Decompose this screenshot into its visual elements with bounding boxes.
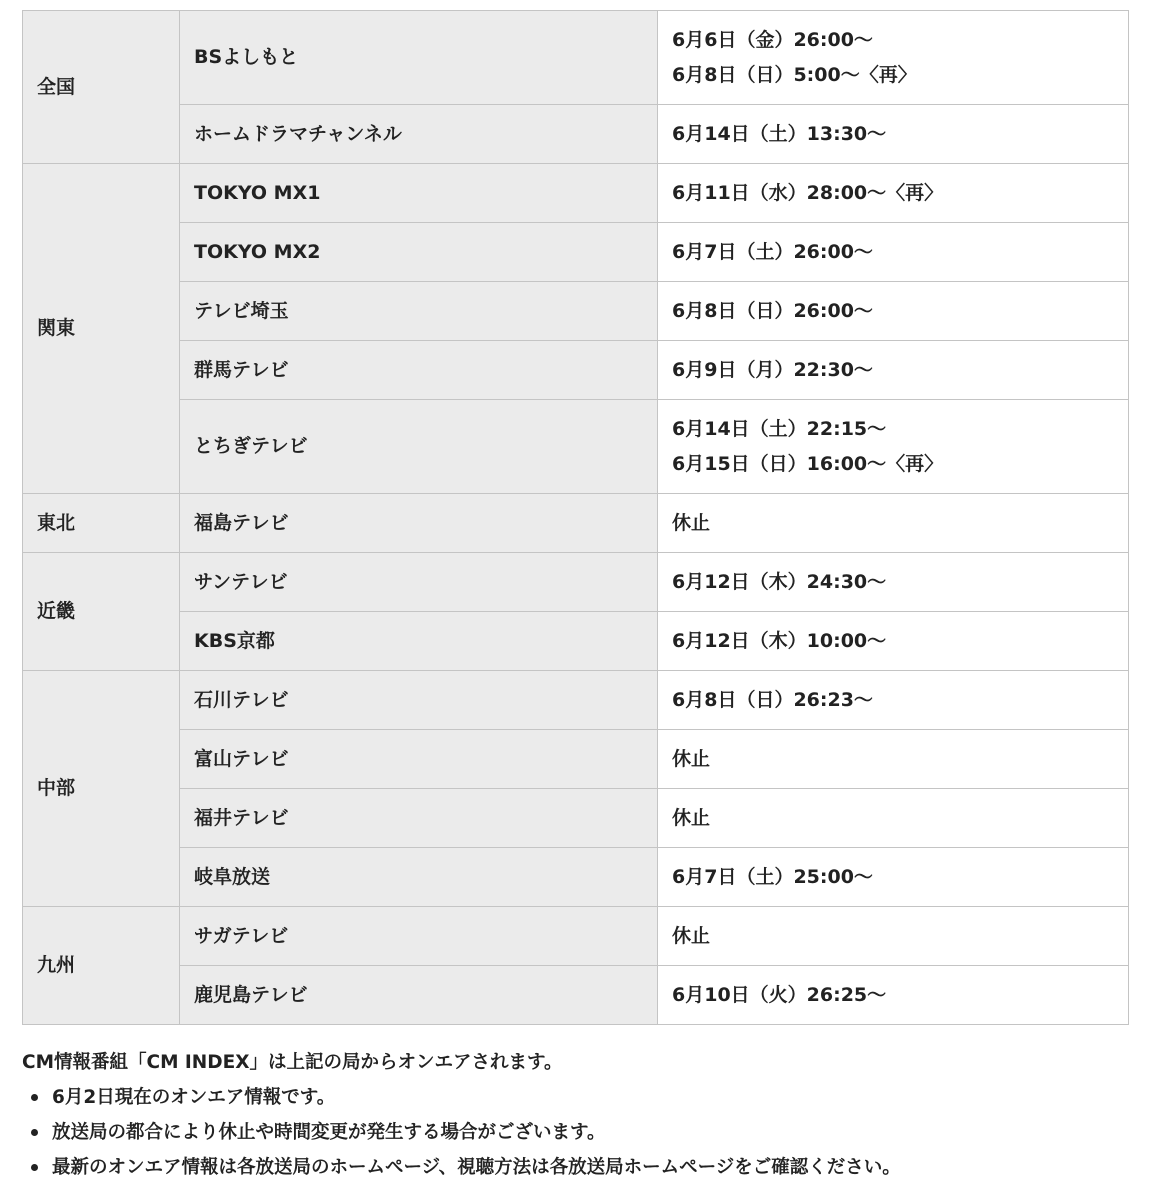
station-cell: とちぎテレビ xyxy=(180,400,658,494)
airtime-cell: 6月11日（水）28:00〜〈再〉 xyxy=(658,164,1129,223)
station-cell: KBS京都 xyxy=(180,612,658,671)
bullet-icon xyxy=(31,1129,38,1136)
table-row xyxy=(23,164,1129,223)
station-cell: TOKYO MX1 xyxy=(180,164,658,223)
table-row xyxy=(23,553,1129,612)
table-row xyxy=(23,966,1129,1025)
note-text: 放送局の都合により休止や時間変更が発生する場合がございます。 xyxy=(52,1122,606,1143)
table-row xyxy=(23,730,1129,789)
station-cell: TOKYO MX2 xyxy=(180,223,658,282)
notes-list xyxy=(22,1080,1129,1185)
airtime-line: 6月15日（日）16:00〜〈再〉 xyxy=(672,452,944,475)
table-row xyxy=(23,400,1129,494)
table-row xyxy=(23,282,1129,341)
region-cell: 中部 xyxy=(23,671,180,907)
airtime-line: 6月14日（土）22:15〜 xyxy=(672,417,887,440)
airtime-line: 6月6日（金）26:00〜 xyxy=(672,28,873,51)
notes-section xyxy=(22,1045,1129,1185)
table-row xyxy=(23,907,1129,966)
station-cell: BSよしもと xyxy=(180,11,658,105)
table-row xyxy=(23,612,1129,671)
airtime-cell: 6月10日（火）26:25〜 xyxy=(658,966,1129,1025)
station-cell: 富山テレビ xyxy=(180,730,658,789)
airtime-cell: 休止 xyxy=(658,907,1129,966)
table-row xyxy=(23,848,1129,907)
airtime-cell: 休止 xyxy=(658,730,1129,789)
region-cell: 全国 xyxy=(23,11,180,164)
list-item xyxy=(22,1080,1129,1115)
schedule-table-body xyxy=(23,11,1129,1025)
station-cell: 群馬テレビ xyxy=(180,341,658,400)
airtime-cell: 6月7日（土）26:00〜 xyxy=(658,223,1129,282)
airtime-cell: 6月8日（日）26:00〜 xyxy=(658,282,1129,341)
table-row xyxy=(23,223,1129,282)
airtime-cell: 6月9日（月）22:30〜 xyxy=(658,341,1129,400)
table-row xyxy=(23,494,1129,553)
airtime-cell: 休止 xyxy=(658,789,1129,848)
bullet-icon xyxy=(31,1094,38,1101)
airtime-cell: 6月7日（土）25:00〜 xyxy=(658,848,1129,907)
airtime-cell: 6月12日（木）24:30〜 xyxy=(658,553,1129,612)
airtime-line: 6月8日（日）5:00〜〈再〉 xyxy=(672,63,917,86)
region-cell: 東北 xyxy=(23,494,180,553)
airtime-cell xyxy=(658,400,1129,494)
bullet-icon xyxy=(31,1164,38,1171)
table-row xyxy=(23,11,1129,105)
table-row xyxy=(23,105,1129,164)
table-row xyxy=(23,789,1129,848)
airtime-cell: 休止 xyxy=(658,494,1129,553)
note-text: 最新のオンエア情報は各放送局のホームページ、視聴方法は各放送局ホームページをご確認ください。 xyxy=(52,1157,901,1178)
station-cell: 鹿児島テレビ xyxy=(180,966,658,1025)
station-cell: サンテレビ xyxy=(180,553,658,612)
schedule-wrapper xyxy=(22,10,1129,1025)
station-cell: サガテレビ xyxy=(180,907,658,966)
notes-lead: CM情報番組「CM INDEX」は上記の局からオンエアされます。 xyxy=(22,1052,563,1073)
region-cell: 近畿 xyxy=(23,553,180,671)
region-cell: 関東 xyxy=(23,164,180,494)
airtime-cell: 6月12日（木）10:00〜 xyxy=(658,612,1129,671)
list-item xyxy=(22,1150,1129,1185)
station-cell: 福井テレビ xyxy=(180,789,658,848)
table-row xyxy=(23,671,1129,730)
list-item xyxy=(22,1115,1129,1150)
airtime-cell: 6月8日（日）26:23〜 xyxy=(658,671,1129,730)
station-cell: 岐阜放送 xyxy=(180,848,658,907)
note-text: 6月2日現在のオンエア情報です。 xyxy=(52,1087,336,1108)
table-row xyxy=(23,341,1129,400)
airtime-cell xyxy=(658,11,1129,105)
broadcast-schedule-table xyxy=(22,10,1129,1025)
region-cell: 九州 xyxy=(23,907,180,1025)
station-cell: ホームドラマチャンネル xyxy=(180,105,658,164)
station-cell: 石川テレビ xyxy=(180,671,658,730)
station-cell: テレビ埼玉 xyxy=(180,282,658,341)
station-cell: 福島テレビ xyxy=(180,494,658,553)
airtime-cell: 6月14日（土）13:30〜 xyxy=(658,105,1129,164)
